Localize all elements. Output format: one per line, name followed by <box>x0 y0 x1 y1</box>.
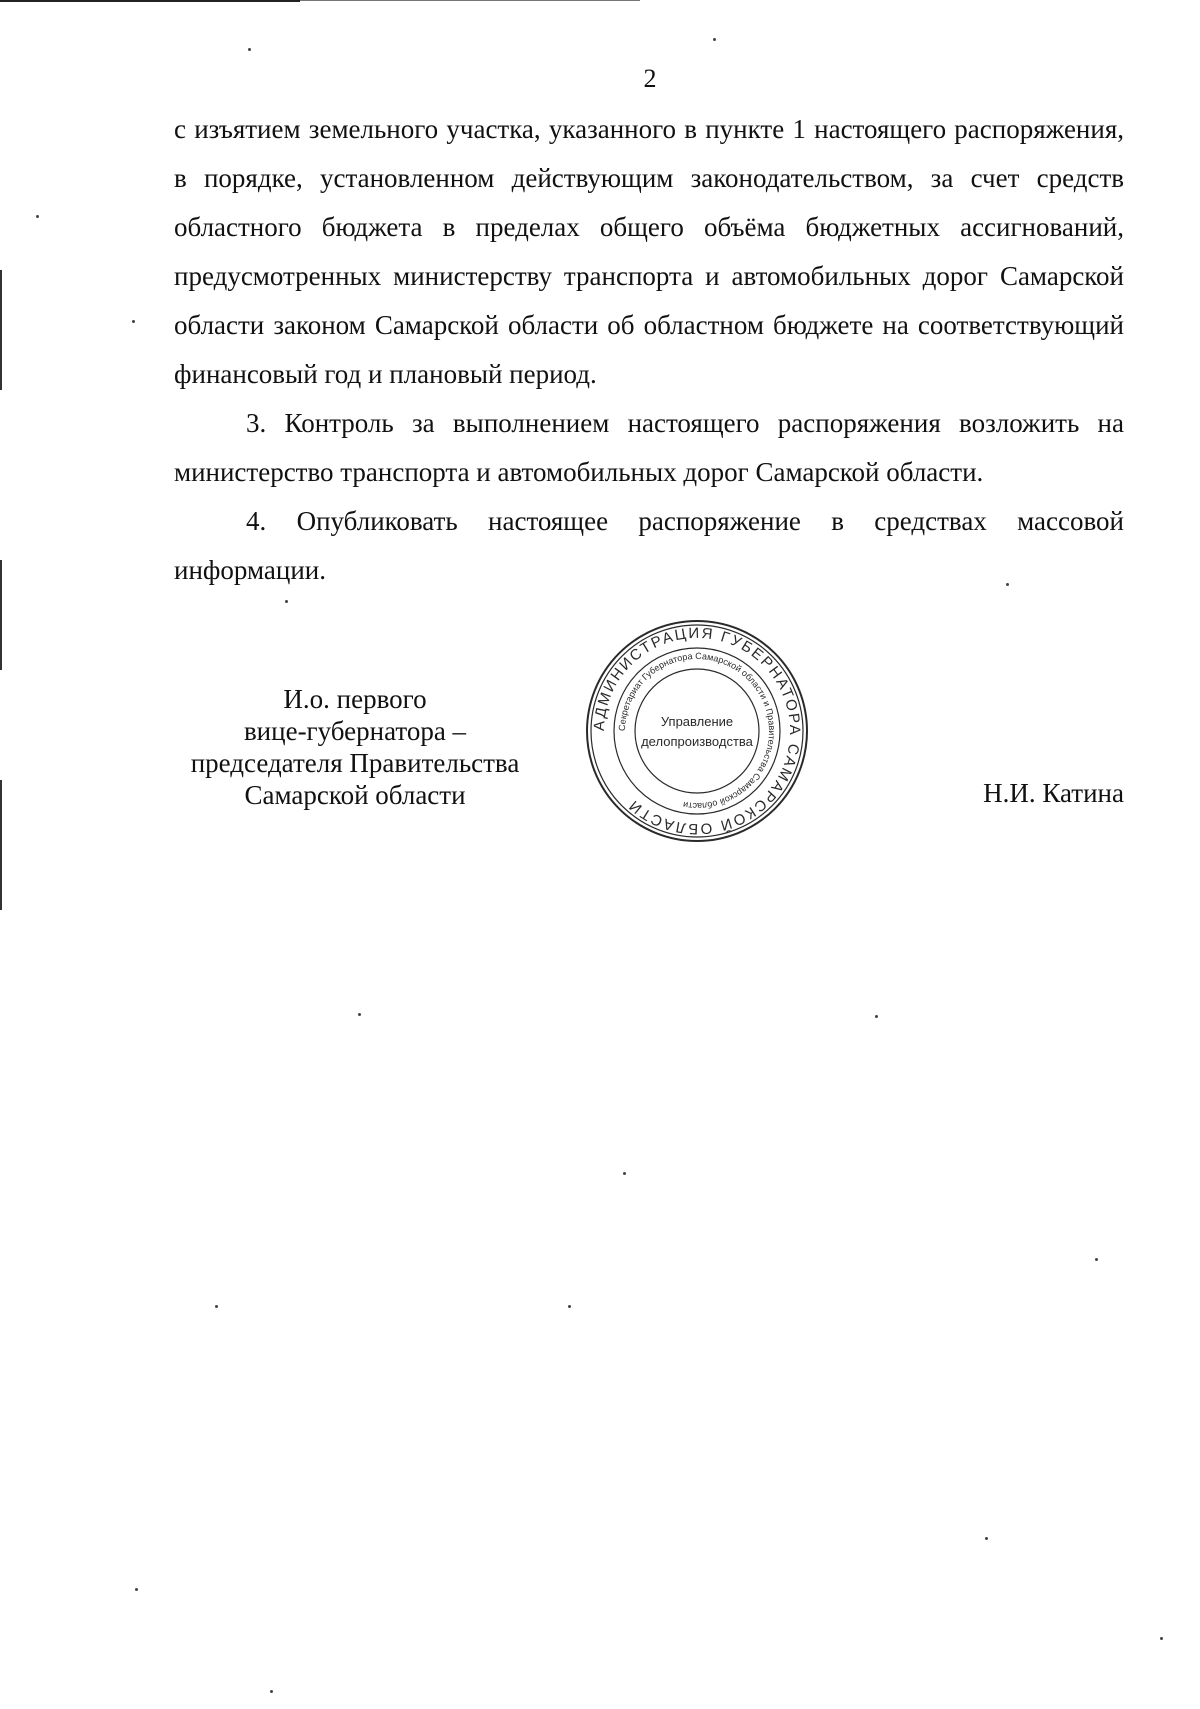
scan-speck <box>713 38 716 41</box>
scan-border-top <box>0 0 300 2</box>
seal-center-line: делопроизводства <box>641 734 753 749</box>
paragraph-4: 4. Опубликовать настоящее распоряжение в средствах массовой информации. <box>174 506 1124 585</box>
scan-speck <box>270 1690 273 1693</box>
scan-speck <box>215 1305 218 1308</box>
seal-middle-text: Секретариат Губернатора Самарской области и Правительства Самарской области <box>616 650 778 812</box>
scan-speck <box>985 1537 988 1540</box>
scan-speck <box>568 1305 571 1308</box>
seal-center-line: Управление <box>660 714 734 729</box>
official-seal-stamp <box>582 616 812 846</box>
position-line: вице-губернатора – <box>243 716 467 746</box>
scan-speck <box>36 215 39 218</box>
scan-speck <box>285 600 288 603</box>
scan-speck <box>358 1013 361 1016</box>
scan-speck <box>135 1588 138 1591</box>
document-body <box>174 105 1124 595</box>
position-line: Самарской области <box>244 780 466 810</box>
scan-border-left <box>0 270 2 390</box>
scan-speck <box>623 1172 626 1175</box>
seal-outer-text: АДМИНИСТРАЦИЯ ГУБЕРНАТОРА САМАРСКОЙ ОБЛАСТИ <box>590 624 804 838</box>
scan-speck <box>1160 1637 1163 1640</box>
page-number: 2 <box>643 64 657 93</box>
paragraph-continuation: с изъятием земельного участка, указанного в пункте 1 настоящего распоряжения, в порядке, установленном действующим законодательством, за счет средств областного бюджета в пределах общего объёма бюджетных ассигнований, предусмотренных министерству транспорта и автомобильных дорог Самарской области законом Самарской области об областном бюджете на соответствующий финансовый год и плановый период. <box>174 114 1124 389</box>
scan-border-left <box>0 780 2 910</box>
signatory-position <box>170 683 540 811</box>
position-line: И.о. первого <box>283 684 427 714</box>
scan-speck <box>132 320 135 323</box>
scan-speck <box>1095 1258 1098 1261</box>
paragraph-3: 3. Контроль за выполнением настоящего распоряжения возложить на министерство транспорта и автомобильных дорог Самарской области. <box>174 408 1124 487</box>
position-line: председателя Правительства <box>190 748 520 778</box>
scan-speck <box>875 1015 878 1018</box>
scan-border-top-faint <box>300 0 640 1</box>
scan-speck <box>248 48 251 51</box>
scan-speck <box>1006 583 1009 586</box>
signatory-name: Н.И. Катина <box>983 778 1124 808</box>
scan-border-left <box>0 560 2 670</box>
